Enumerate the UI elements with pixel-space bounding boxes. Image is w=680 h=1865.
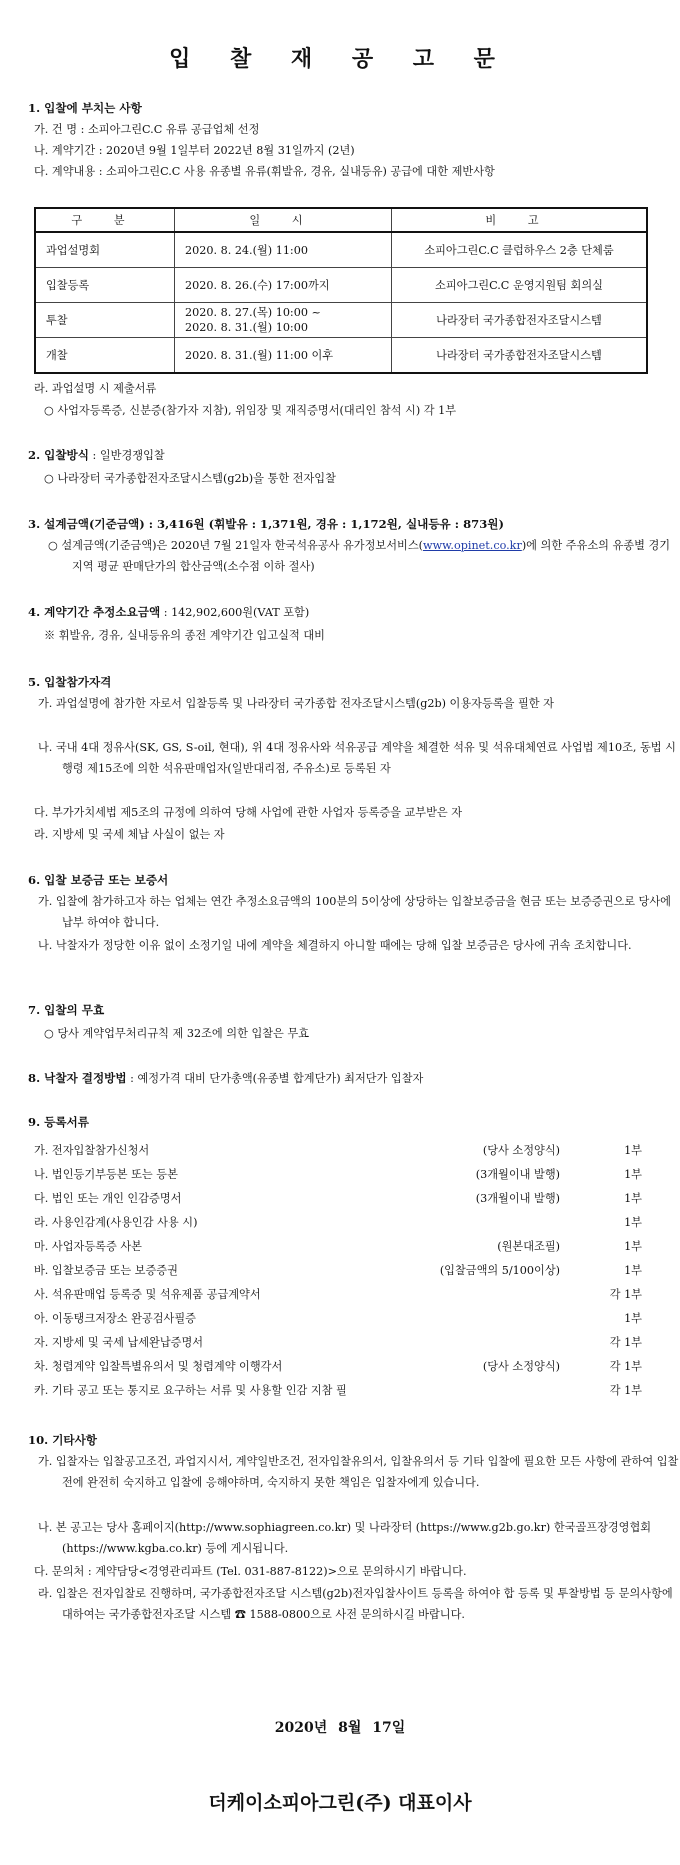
s5-item-na: 나. 국내 4대 정유사(SK, GS, S-oil, 현대), 위 4대 정유사와 석유공급 계약을 체결한 석유 및 석유대체연료 사업법 제10조, 동법 시행령 제15조에 의한 석유판매업자(일반대리점, 주유소)로 등록된 자 (38, 741, 676, 775)
section-2-value: : 일반경쟁입찰 (88, 449, 165, 462)
section-2-heading: 2. 입찰방식 (28, 448, 89, 462)
section-8-value: : 예정가격 대비 단가총액(유종별 합계단가) 최저단가 입찰자 (126, 1072, 424, 1085)
s1-docs-list: ○ 사업자등록증, 신분증(참가자 지참), 위임장 및 재직증명서(대리인 참석 시) 각 1부 (44, 404, 457, 417)
s3-item (44, 535, 680, 577)
section-8 (28, 1068, 423, 1089)
s1-item-da: 다. 계약내용 : 소피아그린C.C 사용 유종별 유류(휘발유, 경유, 실내등유) 공급에 대한 제반사항 (34, 165, 495, 178)
section-6-heading: 6. 입찰 보증금 또는 보증서 (28, 873, 169, 887)
registration-doc-name: 자. 지방세 및 국세 납세완납증명서 (34, 1336, 204, 1349)
registration-doc-count: 각 1부 (609, 1384, 642, 1397)
section-8-heading: 8. 낙찰자 결정방법 (28, 1071, 127, 1085)
schedule-row (35, 338, 647, 374)
s1-item-ga: 가. 건 명 : 소피아그린C.C 유류 공급업체 선정 (34, 123, 260, 136)
s6-item-na: 나. 낙찰자가 정당한 이유 없이 소정기일 내에 계약을 체결하지 아니할 때에는 당해 입찰 보증금은 당사에 귀속 조치합니다. (38, 939, 632, 952)
section-3-heading: 3. 설계금액(기준금액) : 3,416원 (휘발유 : 1,371원, 경유 : 1,172원, 실내등유 : 873원) (28, 517, 504, 531)
schedule-label: 개찰 (35, 338, 175, 374)
registration-doc-count: 1부 (624, 1240, 642, 1253)
s3-item-text: ○ 설계금액(기준금액)은 2020년 7월 21일자 한국석유공사 유가정보서비스( (48, 539, 424, 552)
registration-doc-row (34, 1307, 646, 1331)
registration-doc-note: (3개월이내 발행) (475, 1192, 560, 1205)
registration-doc-row (34, 1139, 646, 1163)
s5-item-ga: 가. 과업설명에 참가한 자로서 입찰등록 및 나라장터 국가종합 전자조달시스템(g2b) 이용자등록을 필한 자 (38, 697, 554, 710)
registration-doc-name: 라. 사용인감계(사용인감 사용 시) (34, 1216, 198, 1229)
registration-doc-count: 1부 (624, 1312, 642, 1325)
section-4-value: : 142,902,600원(VAT 포함) (160, 606, 310, 619)
registration-doc-count: 1부 (624, 1144, 642, 1157)
registration-doc-name: 바. 입찰보증금 또는 보증증권 (34, 1264, 178, 1277)
registration-doc-count: 1부 (624, 1264, 642, 1277)
registration-doc-row (34, 1259, 646, 1283)
schedule-remark: 소피아그린C.C 클럽하우스 2층 단체룸 (392, 232, 648, 268)
schedule-label: 투찰 (35, 303, 175, 338)
schedule-label: 과업설명회 (35, 232, 175, 268)
registration-doc-name: 사. 석유판매업 등록증 및 석유제품 공급계약서 (34, 1288, 261, 1301)
schedule-row (35, 232, 647, 268)
registration-doc-row (34, 1235, 646, 1259)
s5-item-ra: 라. 지방세 및 국세 체납 사실이 없는 자 (34, 828, 225, 841)
registration-doc-note: (당사 소정양식) (482, 1360, 560, 1373)
registration-doc-note: (원본대조필) (497, 1240, 560, 1253)
page-title: 입 찰 재 공 고 문 (169, 46, 511, 72)
s10-item-ga: 가. 입찰자는 입찰공고조건, 과업지시서, 계약일반조건, 전자입찰유의서, 입찰유의서 등 기타 입찰에 필요한 모든 사항에 관하여 입찰 전에 완전히 숙지하고 입찰에 응해야하며, 숙지하지 못한 책임은 입찰자에게 있습니다. (38, 1455, 679, 1489)
registration-doc-count: 각 1부 (609, 1288, 642, 1301)
s5-item-da: 다. 부가가치세법 제5조의 규정에 의하여 당해 사업에 관한 사업자 등록증을 교부받은 자 (34, 806, 463, 819)
registration-doc-note: (3개월이내 발행) (475, 1168, 560, 1181)
schedule-header-category: 구 분 (35, 208, 175, 232)
section-7-heading: 7. 입찰의 무효 (28, 1003, 105, 1017)
schedule-header-row (35, 208, 647, 232)
registration-doc-name: 다. 법인 또는 개인 인감증명서 (34, 1192, 182, 1205)
s1-item-na: 나. 계약기간 : 2020년 9월 1일부터 2022년 8월 31일까지 (2년) (34, 144, 355, 157)
registration-doc-row (34, 1379, 646, 1403)
registration-doc-name: 차. 청렴계약 입찰특별유의서 및 청렴계약 이행각서 (34, 1360, 283, 1373)
registration-doc-count: 1부 (624, 1168, 642, 1181)
registration-doc-row (34, 1211, 646, 1235)
schedule-label: 입찰등록 (35, 268, 175, 303)
schedule-row (35, 268, 647, 303)
s6-item-ga: 가. 입찰에 참가하고자 하는 업체는 연간 추정소요금액의 100분의 5이상에 상당하는 입찰보증금을 현금 또는 보증증권으로 당사에 납부 하여야 합니다. (38, 895, 671, 929)
s4-note: ※ 휘발유, 경유, 실내등유의 종전 계약기간 입고실적 대비 (44, 629, 325, 642)
registration-doc-count: 1부 (624, 1216, 642, 1229)
section-2 (28, 445, 165, 466)
s10-item-da: 다. 문의처 : 계약담당<경영관리파트 (Tel. 031-887-8122)>으로 문의하시기 바랍니다. (34, 1565, 467, 1578)
signature-line: 더케이소피아그린(주) 대표이사 (208, 1792, 472, 1814)
schedule-remark: 소피아그린C.C 운영지원팀 회의실 (392, 268, 648, 303)
registration-doc-row (34, 1283, 646, 1307)
registration-doc-row (34, 1355, 646, 1379)
opinet-link[interactable]: www.opinet.co.kr (423, 539, 522, 552)
registration-doc-row (34, 1331, 646, 1355)
registration-doc-count: 각 1부 (609, 1360, 642, 1373)
registration-doc-row (34, 1187, 646, 1211)
schedule-date: 2020. 8. 24.(월) 11:00 (175, 232, 392, 268)
schedule-date: 2020. 8. 26.(수) 17:00까지 (175, 268, 392, 303)
section-4 (28, 602, 309, 623)
registration-doc-name: 아. 이동탱크저장소 완공검사필증 (34, 1312, 196, 1325)
schedule-remark: 나라장터 국가종합전자조달시스템 (392, 303, 648, 338)
schedule-date-start: 2020. 8. 27.(목) 10:00 ~ (185, 306, 321, 319)
s10-item-ra: 라. 입찰은 전자입찰로 진행하며, 국가종합전자조달 시스템(g2b)전자입찰사이트 등록을 하여야 합 등록 및 투찰방법 등 문의사항에 대하여는 국가종합전자조달 시스템 ☎ 1588-0800으로 사전 문의하시길 바랍니다. (38, 1587, 673, 1621)
schedule-date-end: 2020. 8. 31.(월) 10:00 (185, 321, 308, 334)
registration-doc-name: 마. 사업자등록증 사본 (34, 1240, 142, 1253)
notice-date: 2020년 8월 17일 (274, 1720, 406, 1736)
registration-doc-note: (입찰금액의 5/100이상) (439, 1264, 560, 1277)
section-1-heading: 1. 입찰에 부치는 사항 (28, 101, 142, 115)
schedule-row (35, 303, 647, 338)
registration-doc-name: 나. 법인등기부등본 또는 등본 (34, 1168, 178, 1181)
schedule-date (175, 303, 392, 338)
registration-doc-row (34, 1163, 646, 1187)
section-5-heading: 5. 입찰참가자격 (28, 675, 112, 689)
section-4-heading: 4. 계약기간 추정소요금액 (28, 605, 161, 619)
schedule-table (34, 207, 648, 374)
s1-item-ra: 라. 과업설명 시 제출서류 (34, 382, 157, 395)
schedule-header-remark: 비 고 (392, 208, 648, 232)
registration-doc-count: 각 1부 (609, 1336, 642, 1349)
schedule-header-datetime: 일 시 (175, 208, 392, 232)
registration-doc-name: 카. 기타 공고 또는 통지로 요구하는 서류 및 사용할 인감 지참 필 (34, 1384, 347, 1397)
schedule-remark: 나라장터 국가종합전자조달시스템 (392, 338, 648, 374)
schedule-date: 2020. 8. 31.(월) 11:00 이후 (175, 338, 392, 374)
section-9-heading: 9. 등록서류 (28, 1115, 89, 1129)
s7-item: ○ 당사 계약업무처리규칙 제 32조에 의한 입찰은 무효 (44, 1027, 310, 1040)
registration-doc-name: 가. 전자입찰참가신청서 (34, 1144, 150, 1157)
s3-item-text-2: )에 의한 주유소의 유종별 경기지역 평균 판매단가의 합산금액(소수점 이하 절사) (72, 539, 671, 573)
s10-item-na: 나. 본 공고는 당사 홈페이지(http://www.sophiagreen.co.kr) 및 나라장터 (https://www.g2b.go.kr) 한국골프장경영협회 (https://www.kgba.co.kr) 등에 게시됩니다. (38, 1521, 652, 1555)
registration-doc-note: (당사 소정양식) (482, 1144, 560, 1157)
section-10-heading: 10. 기타사항 (28, 1433, 98, 1447)
s2-item: ○ 나라장터 국가종합전자조달시스템(g2b)을 통한 전자입찰 (44, 472, 336, 485)
registration-doc-count: 1부 (624, 1192, 642, 1205)
